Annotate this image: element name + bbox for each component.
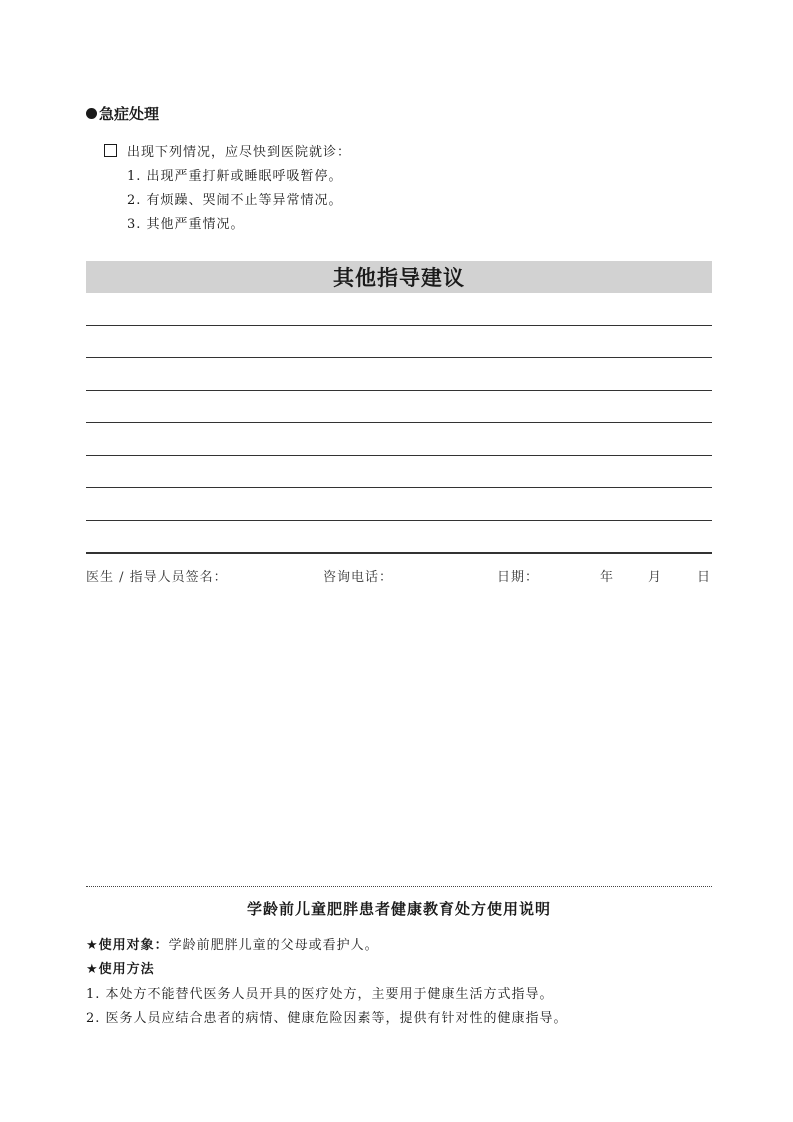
writing-line[interactable] <box>86 325 712 326</box>
bullet-icon <box>86 108 97 119</box>
list-item: 1. 本处方不能替代医务人员开具的医疗处方，主要用于健康生活方式指导。 <box>86 987 554 1002</box>
list-item: 3. 其他严重情况。 <box>127 217 245 232</box>
emergency-prompt: 出现下列情况，应尽快到医院就诊： <box>127 145 352 160</box>
checkbox[interactable] <box>104 144 117 157</box>
writing-line[interactable] <box>86 455 712 456</box>
date-label: 日期： <box>497 570 540 585</box>
list-item: 2. 有烦躁、哭闹不止等异常情况。 <box>127 193 343 208</box>
month-label: 月 <box>648 570 663 585</box>
usage-target-text: 学龄前肥胖儿童的父母或看护人。 <box>168 938 379 953</box>
emergency-prompt-row <box>104 141 351 160</box>
writing-line[interactable] <box>86 357 712 358</box>
usage-target <box>86 934 379 953</box>
writing-line[interactable] <box>86 390 712 391</box>
list-item: 2. 医务人员应结合患者的病情、健康危险因素等，提供有针对性的健康指导。 <box>86 1011 568 1026</box>
phone-label: 咨询电话： <box>323 570 394 585</box>
signature-divider <box>86 552 712 554</box>
emergency-heading <box>86 103 159 124</box>
day-label: 日 <box>697 570 712 585</box>
instructions-title: 学龄前儿童肥胖患者健康教育处方使用说明 <box>246 900 551 918</box>
usage-method-label: ★使用方法 <box>86 962 155 977</box>
list-item: 1. 出现严重打鼾或睡眠呼吸暂停。 <box>127 169 343 184</box>
advice-banner <box>86 261 712 293</box>
writing-line[interactable] <box>86 422 712 423</box>
dotted-divider <box>86 886 712 887</box>
doctor-signature-label: 医生 / 指导人员签名： <box>86 570 228 585</box>
writing-line[interactable] <box>86 520 712 521</box>
year-label: 年 <box>600 570 615 585</box>
emergency-heading-text: 急症处理 <box>99 105 160 123</box>
writing-line[interactable] <box>86 487 712 488</box>
advice-title: 其他指导建议 <box>333 266 465 290</box>
usage-target-label: ★使用对象： <box>86 938 169 953</box>
